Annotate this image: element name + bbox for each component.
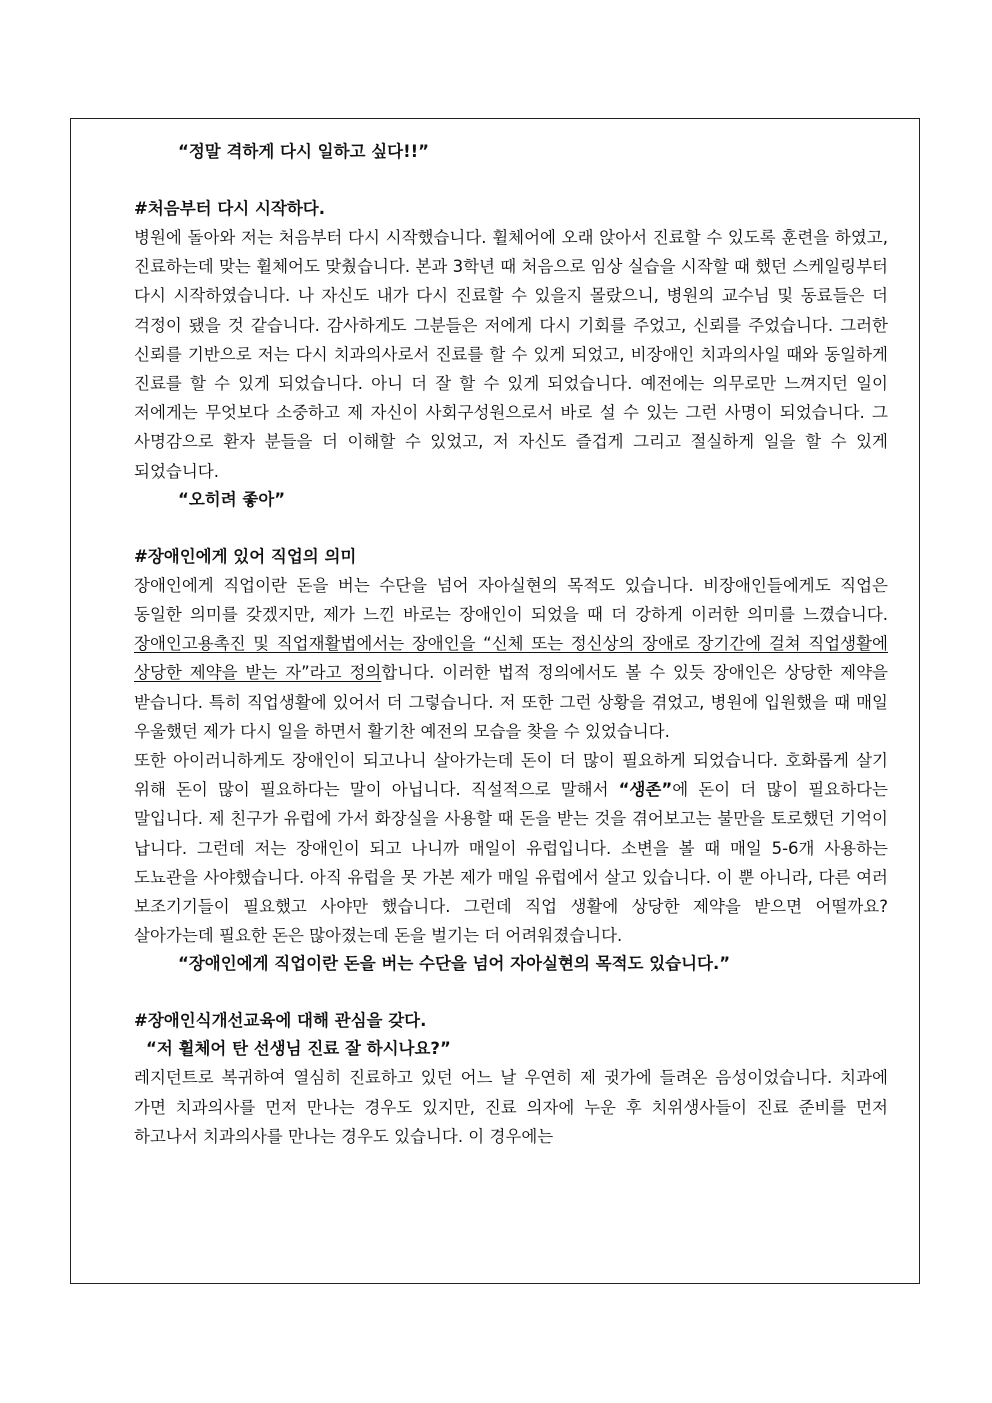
- paragraph-job-meaning: [134, 571, 888, 746]
- pull-quote-1: “정말 격하게 다시 일하고 싶다!!”: [178, 142, 429, 161]
- pull-quote-4: “저 휠체어 탄 선생님 진료 잘 하시나요?”: [146, 1039, 451, 1059]
- section-heading-awareness: #장애인식개선교육에 대해 관심을 갖다.: [134, 1011, 427, 1031]
- paragraph-restart: 병원에 돌아와 저는 처음부터 다시 시작했습니다. 휠체어에 오래 앉아서 진료할 수 있도록 훈련을 하였고, 진료하는데 맞는 휠체어도 맞췄습니다. 본과 3학년 때 처음으로 임상 실습을 시작할 때 했던 스케일링부터 다시 시작하였습니다. 나 자신도 내가 다시 진료할 수 있을지 몰랐으니, 병원의 교수님 및 동료들은 더 걱정이 됐을 것 같습니다. 감사하게도 그분들은 저에게 다시 기회를 주었고, 신뢰를 주었습니다. 그러한 신뢰를 기반으로 저는 다시 치과의사로서 진료를 할 수 있게 되었고, 비장애인 치과의사일 때와 동일하게 진료를 할 수 있게 되었습니다. 아니 더 잘 할 수 있게 되었습니다. 예전에는 의무로만 느껴지던 일이 저에게는 무엇보다 소중하고 제 자신이 사회구성원으로서 바로 설 수 있는 그런 사명이 되었습니다. 그 사명감으로 환자 분들을 더 이해할 수 있었고, 저 자신도 즐겁게 그리고 절실하게 일을 할 수 있게 되었습니다.: [134, 228, 888, 481]
- paragraph-survival-cost: [134, 746, 888, 950]
- paragraph-text: 장애인에게 직업이란 돈을 버는 수단을 넘어 자아실현의 목적도 있습니다. 비장애인들에게도 직업은 동일한 의미를 갖겠지만, 제가 느낀 바로는 장애인이 되었을 때 더 강하게 이러한 의미를 느꼈습니다.: [134, 575, 888, 625]
- section-heading-job-meaning: #장애인에게 있어 직업의 의미: [134, 546, 357, 566]
- spacer: [134, 514, 888, 542]
- bold-survival-word: “생존”: [618, 780, 673, 800]
- pull-quote-2: “오히려 좋아”: [178, 489, 286, 509]
- document-content: [134, 138, 888, 1151]
- spacer: [134, 166, 888, 194]
- section-heading-restart: #처음부터 다시 시작하다.: [134, 199, 325, 218]
- pull-quote-3: “장애인에게 직업이란 돈을 버는 수단을 넘어 자아실현의 목적도 있습니다.”: [178, 954, 731, 974]
- paragraph-text: 에 돈이 더 많이 필요하다는 말입니다. 제 친구가 유럽에 가서 화장실을 사용할 때 돈을 받는 것을 겪어보고는 불만을 토로했던 기억이 납니다. 그런데 저는 장애인이 되고 나니까 매일이 유럽입니다. 소변을 볼 때 매일 5-6개 사용하는 도뇨관을 사야했습니다. 아직 유럽을 못 가본 제가 매일 유럽에서 살고 있습니다. 이 뿐 아니라, 다른 여러 보조기기들이 필요했고 사야만 했습니다. 그런데 직업 생활에 상당한 제약을 받으면 어떨까요? 살아가는데 필요한 돈은 많아졌는데 돈을 벌기는 더 어려워졌습니다.: [134, 780, 889, 946]
- paragraph-text: 또한 아이러니하게도 장애인이 되고나니 살아가는데 돈이 더 많이 필요하게 되었습니다. 호화롭게 살기 위해 돈이 많이 필요하다는 말이 아닙니다. 직설적으로 말해서: [134, 751, 888, 800]
- paragraph-text: 합니다. 이러한 법적 정의에서도 볼 수 있듯 장애인은 상당한 제약을 받습니다. 특히 직업생활에 있어서 더 그렇습니다. 저 또한 그런 상황을 겪었고, 병원에 입원했을 때 매일 우울했던 제가 다시 일을 하면서 활기찬 예전의 모습을 찾을 수 있었습니다.: [134, 663, 888, 741]
- spacer: [134, 978, 888, 1006]
- paragraph-awareness: 레지던트로 복귀하여 열심히 진료하고 있던 어느 날 우연히 제 귓가에 들려온 음성이었습니다. 치과에 가면 치과의사를 먼저 만나는 경우도 있지만, 진료 의자에 누운 후 치위생사들이 진료 준비를 먼저 하고나서 치과의사를 만나는 경우도 있습니다. 이 경우에는: [134, 1068, 888, 1146]
- underlined-legal-definition: 장애인고용촉진 및 직업재활법에서는 장애인을 “신체 또는 정신상의 장애로 장기간에 걸쳐 직업생활에 상당한 제약을 받는 자”라고 정의: [134, 634, 888, 683]
